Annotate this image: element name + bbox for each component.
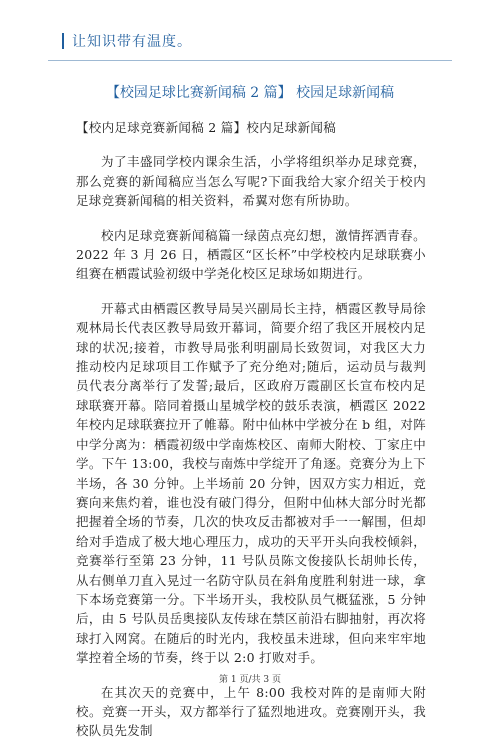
subtitle-paragraph: 【校内足球竞赛新闻稿 2 篇】校内足球新闻稿 — [76, 120, 337, 135]
body-paragraph: 校内足球竞赛新闻稿篇一绿茵点亮幻想，激情挥洒青春。2022 年 3 月 26 日，栖霞区“区长杯”中学校校内足球联赛小组赛在栖霞试验初级中学尧化校区足球场如期进行。 — [76, 227, 426, 282]
page-number-footer: 第 1 页/共 3 页 — [219, 675, 281, 685]
body-paragraph: 开幕式由栖霞区教导局吴兴副局长主持，栖霞区教导局徐观林局长代表区教导局致开幕词，简要介绍了我区开展校内足球的状况;接着，市教导局张利明副局长致贺词，对我区大力推动校内足球项目工作赋予了充分绝对;随后，运动员与裁判员代表分离举行了发誓;最后，区政府万霞副区长宣布校内足球联赛开幕。陪同着摄山星城学校的鼓乐表演，栖霞区 2022 年校内足球联赛拉开了帷幕。附中仙林中学被分在 b 组，对阵中学分离为：栖霞初级中学南炼校区、南师大附校、丁家庄中学。下午 13:00，我校与南炼中学绽开了角逐。竞赛分为上下半场，各 30 分钟。上半场前 20 分钟，因双方实力相近，竞赛向来焦灼着，谁也没有破门得分，但附中仙林大部分时光都把握着全场的节奏，几次的快攻反击都被对手一一解围，但却给对手造成了极大地心理压力，成功的天平开头向我校倾斜，竞赛举行至第 23 分钟，11 号队员陈文俊接队长胡帅长传，从右侧单刀直入晃过一名防守队员在斜角度胜利射进一球，拿下本场竞赛第一分。下半场开头，我校队员气概猛涨，5 分钟后，由 5 号队员岳奥接队友传球在禁区前沿右脚抽射，再次将球打入网窝。在随后的时光内，我校虽未进球，但向来牢牢地掌控着全场的节奏，终于以 2:0 打败对手。 — [76, 300, 426, 666]
document-body — [76, 118, 426, 756]
body-paragraph: 在其次天的竞赛中，上午 8:00 我校对阵的是南师大附校。竞赛一开头，双方都举行了猛烈地进攻。竞赛刚开头，我校队员先发制 — [76, 684, 426, 739]
body-paragraph: 为了丰盛同学校内课余生活，小学将组织举办足球竞赛，那么竞赛的新闻稿应当怎么写呢?下面我给大家介绍关于校内足球竞赛新闻稿的相关资料，希翼对您有所协助。 — [76, 154, 426, 209]
document-title: 【校园足球比赛新闻稿 2 篇】 校园足球新闻稿 — [105, 85, 395, 101]
page-header — [0, 0, 500, 62]
header-accent-bar — [62, 33, 64, 49]
header-slogan: 让知识带有温度。 — [72, 34, 192, 50]
header-divider — [48, 60, 452, 61]
